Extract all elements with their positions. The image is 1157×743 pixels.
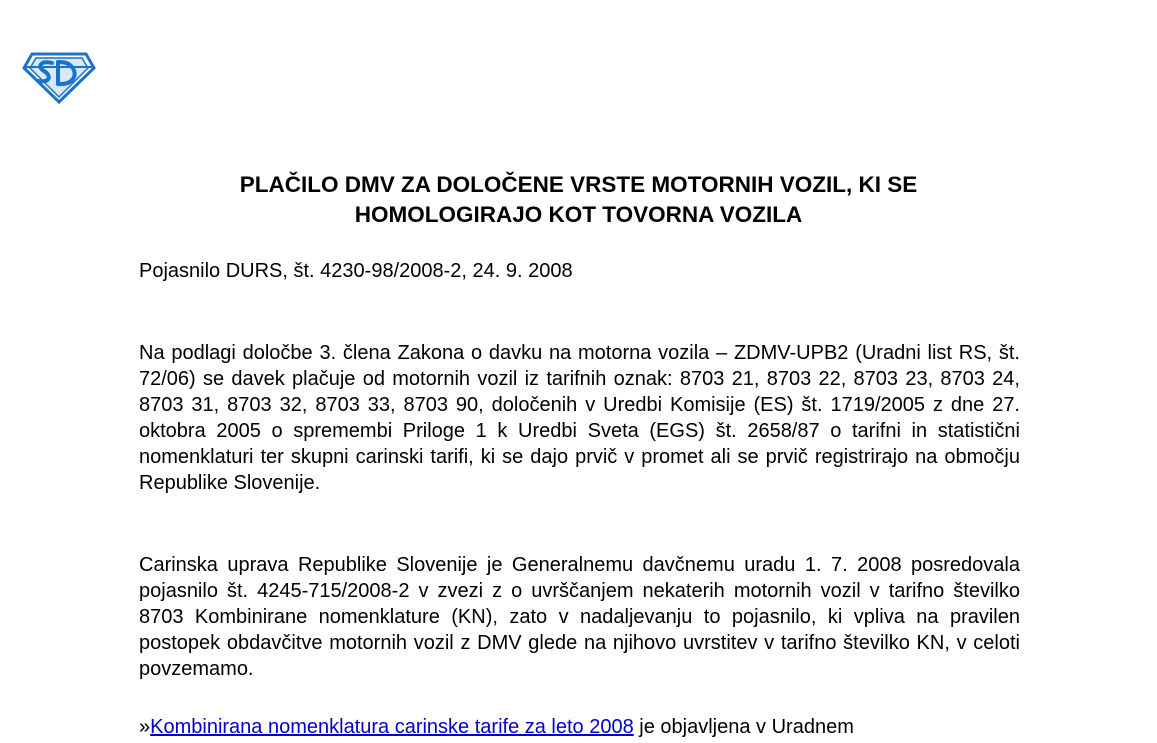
paragraph-3 [139, 714, 1020, 740]
kombinirana-nomenklatura-link[interactable]: Kombinirana nomenklatura carinske tarife za leto 2008 [150, 716, 634, 738]
paragraph-3-prefix: » [139, 716, 151, 738]
paragraph-2: Carinska uprava Republike Slovenije je Generalnemu davčnemu uradu 1. 7. 2008 posredovala pojasnilo št. 4245-715/2008-2 v zvezi z o uvrščanjem nekaterih motornih vozil v tarifno številko 8703 Kombinirane nomenklature (KN), zato v nadaljevanju to pojasnilo, ki vpliva na pravilen postopek obdavčitve motornih vozil z DMV glede na njihovo uvrstitev v tarifno številko KN, v celoti povzemamo. [139, 554, 1020, 680]
paragraph-1: Na podlagi določbe 3. člena Zakona o davku na motorna vozila – ZDMV-UPB2 (Uradni list RS, št. 72/06) se davek plačuje od motornih vozil iz tarifnih oznak: 8703 21, 8703 22, 8703 23, 8703 24, 8703 31, 8703 32, 8703 33, 8703 90, določenih v Uredbi Komisije (ES) št. 1719/2005 z dne 27. oktobra 2005 o spremembi Priloge 1 k Uredbi Sveta (EGS) št. 2658/87 o tarifni in statistični nomenklaturi ter skupni carinski tarifi, ki se dajo prvič v promet ali se prvič registrirajo na območju Republike Slovenije. [139, 342, 1020, 494]
paragraph-3-suffix: je objavljena v Uradnem [633, 716, 854, 738]
sd-shield-logo-icon [22, 52, 96, 104]
title-line-1: PLAČILO DMV ZA DOLOČENE VRSTE MOTORNIH VOZIL, KI SE [239, 172, 918, 197]
document-reference: Pojasnilo DURS, št. 4230-98/2008-2, 24. 9. 2008 [139, 260, 573, 282]
document-title [137, 170, 1020, 230]
title-line-2: HOMOLOGIRAJO KOT TOVORNA VOZILA [354, 202, 803, 227]
